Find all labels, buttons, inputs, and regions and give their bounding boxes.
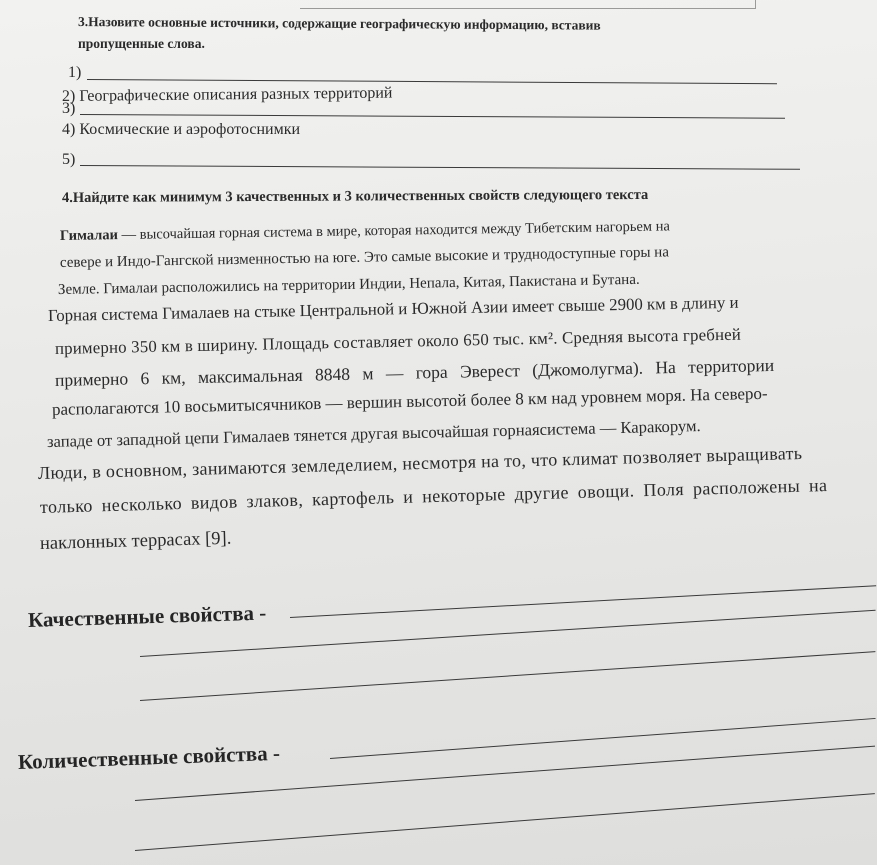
task3-item-4-text: Космические и аэрофотоснимки — [79, 121, 301, 138]
task3-item-1-number: 1) — [68, 64, 82, 81]
text-line-6: примерно 6 км, максимальная 8848 м — гора Эверест (Джомолугма). На территории — [54, 354, 775, 390]
quantitative-properties-label: Количественные свойства - — [17, 740, 281, 774]
quantitative-answer-line-3[interactable] — [135, 793, 875, 851]
qualitative-answer-line-1[interactable] — [290, 585, 876, 618]
task3-item-2-text: Географические описания разных территорий — [79, 84, 393, 105]
task3-title-line2: пропущенные слова. — [78, 36, 205, 51]
quantitative-answer-line-1[interactable] — [330, 718, 876, 759]
text-line-1 — [60, 218, 670, 245]
task3-item-3-blank[interactable] — [80, 114, 785, 119]
qualitative-answer-line-3[interactable] — [140, 651, 875, 701]
task3-item-2-number: 2) — [61, 87, 76, 105]
qualitative-properties-label: Качественные свойства - — [27, 600, 267, 632]
text-line-4: Горная система Гималаев на стыке Центральной и Южной Азии имеет свыше 2900 км в длину и — [47, 292, 739, 325]
task3-title-line1: 3.Назовите основные источники, содержащие географическую информацию, вставив — [77, 14, 601, 33]
task3-item-1-blank[interactable] — [87, 79, 777, 84]
task3-item-4 — [62, 121, 300, 139]
text-line-11: наклонных террасах [9]. — [39, 528, 232, 554]
task3-item-2 — [62, 85, 393, 106]
text-line-1-rest: — высочайшая горная система в мире, которая находится между Тибетским нагорьем на — [117, 218, 670, 244]
text-line-2: севере и Индо-Гангской низменностью на юге. Это самые высокие и труднодоступные горы на — [59, 244, 670, 271]
task3-item-3-number: 3) — [62, 100, 76, 117]
text-line-10: только несколько видов злаков, картофель и некоторые другие овощи. Поля расположены на — [39, 475, 828, 517]
text-line-9: Люди, в основном, занимаются земледелием, несмотря на то, что климат позволяет выращивать — [37, 442, 803, 483]
task3-item-5-blank[interactable] — [80, 165, 800, 170]
text-line-3: Земле. Гималаи расположились на территории Индии, Непала, Китая, Пакистана и Бутана. — [57, 271, 640, 298]
task4-title: 4.Найдите как минимум 3 качественных и 3 количественных свойств следующего текста — [61, 186, 649, 206]
table-edge — [300, 0, 756, 9]
task3-item-5-number: 5) — [62, 151, 76, 168]
text-line-5: примерно 350 км в ширину. Площадь составляет около 650 тыс. км². Средняя высота гребней — [54, 324, 742, 358]
task3-item-4-number: 4) — [62, 121, 76, 138]
text-line-7: располагаются 10 восьмитысячников — вершин высотой более 8 км над уровнем моря. На северо- — [51, 383, 768, 419]
text-lead-word: Гималаи — [59, 227, 119, 244]
text-line-8: западе от западной цепи Гималаев тянется другая высочайшая горнаясистема — Каракорум. — [46, 416, 701, 451]
